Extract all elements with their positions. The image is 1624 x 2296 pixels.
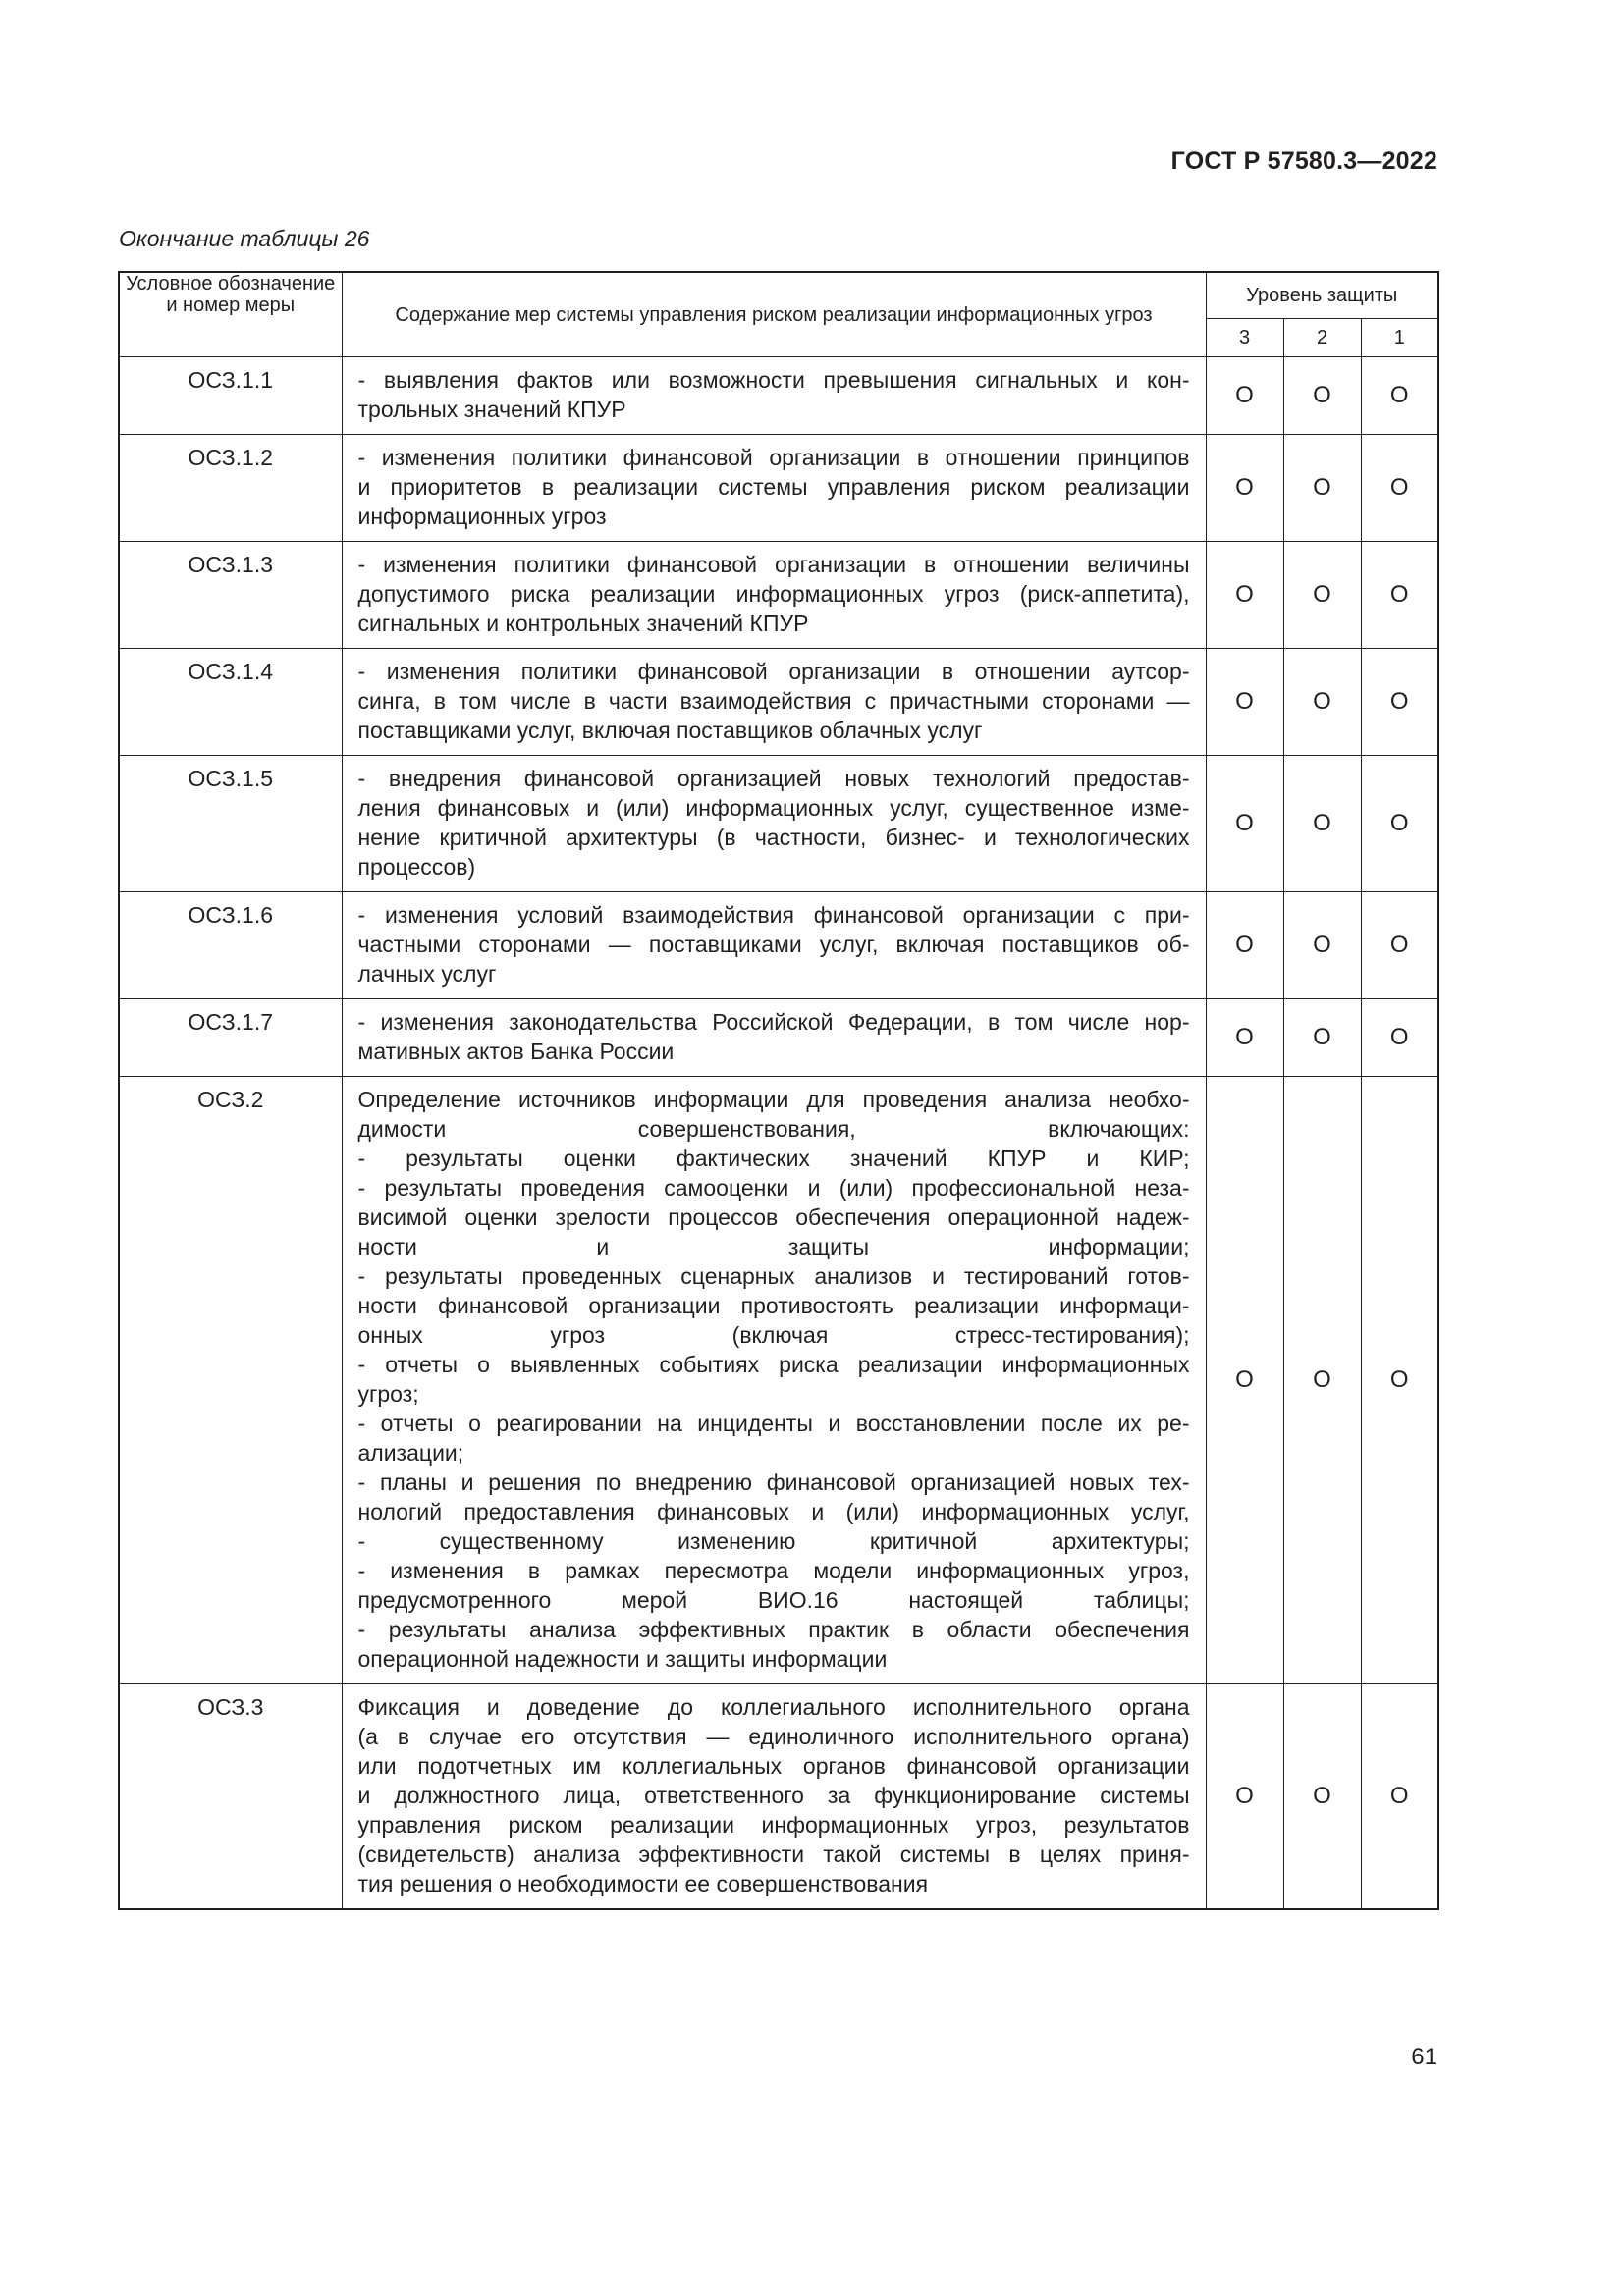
measure-text-line: управления риском реализации информационных угроз, результатов — [357, 1812, 1190, 1838]
level-1-mark: О — [1361, 435, 1438, 542]
measure-text-line: синга, в том числе в части взаимодействия с причастными сторонами — — [357, 688, 1190, 714]
measure-text-line: - изменения в рамках пересмотра модели информационных угроз, — [357, 1558, 1190, 1583]
measure-text-line: информационных угроз — [357, 504, 607, 529]
measure-content — [342, 756, 1206, 892]
table-row — [119, 435, 1438, 542]
measure-text-line: предусмотренного мерой ВИО.16 настоящей таблицы; — [357, 1587, 1190, 1613]
level-3-mark: О — [1206, 649, 1283, 756]
measure-text-line: димости совершенствования, включающих: — [357, 1116, 1190, 1142]
header-level-1: 1 — [1361, 319, 1438, 357]
measure-content — [342, 542, 1206, 649]
measure-text-line: сигнальных и контрольных значений КПУР — [357, 611, 809, 636]
measure-text-line: ления финансовых и (или) информационных услуг, существенное изме- — [357, 795, 1190, 821]
measure-code: ОСЗ.3 — [119, 1684, 342, 1910]
measure-code: ОСЗ.1.2 — [119, 435, 342, 542]
measure-text-line: нологий предоставления финансовых и (или) информационных услуг, — [357, 1499, 1190, 1524]
measure-text-line: (свидетельств) анализа эффективности такой системы в целях приня- — [357, 1842, 1190, 1867]
measure-text-line: ности финансовой организации противостоять реализации информаци- — [357, 1293, 1190, 1318]
measure-text-line: или подотчетных им коллегиальных органов финансовой организации — [357, 1753, 1190, 1779]
measure-text-line: - отчеты о выявленных событиях риска реализации информационных — [357, 1352, 1190, 1377]
level-1-mark: О — [1361, 1077, 1438, 1684]
measure-text-line: - изменения политики финансовой организации в отношении аутсор- — [357, 659, 1190, 684]
measure-text-line: - результаты проведенных сценарных анализов и тестирований готов- — [357, 1263, 1190, 1289]
measure-content — [342, 435, 1206, 542]
table-row — [119, 357, 1438, 435]
level-2-mark: О — [1283, 542, 1361, 649]
measure-text-line: Фиксация и доведение до коллегиального исполнительного органа — [357, 1694, 1190, 1720]
measure-text-line: висимой оценки зрелости процессов обеспечения операционной надеж- — [357, 1204, 1190, 1230]
measure-text-line: поставщиками услуг, включая поставщиков облачных услуг — [357, 718, 983, 743]
level-2-mark: О — [1283, 649, 1361, 756]
measure-content — [342, 999, 1206, 1077]
measure-code: ОСЗ.1.3 — [119, 542, 342, 649]
level-1-mark: О — [1361, 649, 1438, 756]
measure-content — [342, 1684, 1206, 1910]
table-row — [119, 542, 1438, 649]
level-1-mark: О — [1361, 999, 1438, 1077]
level-2-mark: О — [1283, 756, 1361, 892]
measure-text-line: - изменения политики финансовой организации в отношении величины — [357, 552, 1190, 577]
measure-text-line: - результаты анализа эффективных практик в области обеспечения — [357, 1617, 1190, 1642]
measure-text-line: Определение источников информации для проведения анализа необхо- — [357, 1087, 1190, 1112]
document-designation: ГОСТ Р 57580.3—2022 — [1170, 147, 1437, 175]
measure-code: ОСЗ.1.4 — [119, 649, 342, 756]
measure-text-line: - изменения политики финансовой организации в отношении принципов — [357, 445, 1190, 470]
header-code: Условное обозначение и номер меры — [119, 272, 342, 357]
measure-text-line: частными сторонами — поставщиками услуг, включая поставщиков об- — [357, 932, 1190, 957]
table-row — [119, 649, 1438, 756]
measure-text-line: - результаты оценки фактических значений КПУР и КИР; — [357, 1146, 1190, 1171]
table-row — [119, 999, 1438, 1077]
table-row — [119, 756, 1438, 892]
measure-text-line: - результаты проведения самооценки и (или) профессиональной неза- — [357, 1175, 1190, 1201]
measures-table — [118, 271, 1439, 1910]
level-3-mark: О — [1206, 542, 1283, 649]
header-level-2: 2 — [1283, 319, 1361, 357]
measure-text-line: - внедрения финансовой организацией новых технологий предостав- — [357, 766, 1190, 791]
measure-text-line: процессов) — [357, 854, 476, 880]
level-3-mark: О — [1206, 435, 1283, 542]
measure-content — [342, 649, 1206, 756]
measure-text-line: - отчеты о реагировании на инциденты и восстановлении после их ре- — [357, 1411, 1190, 1436]
table-caption: Окончание таблицы 26 — [119, 226, 370, 251]
measure-text-line: лачных услуг — [357, 961, 497, 987]
measure-text-line: - изменения законодательства Российской Федерации, в том числе нор- — [357, 1009, 1190, 1035]
table-body — [119, 357, 1438, 1910]
measure-code: ОСЗ.1.5 — [119, 756, 342, 892]
level-2-mark: О — [1283, 1684, 1361, 1910]
measure-code: ОСЗ.1.1 — [119, 357, 342, 435]
measure-content — [342, 357, 1206, 435]
measure-content — [342, 1077, 1206, 1684]
measure-text-line: угроз; — [357, 1381, 419, 1407]
measure-text-line: онных угроз (включая стресс-тестирования); — [357, 1322, 1190, 1348]
level-1-mark: О — [1361, 357, 1438, 435]
level-3-mark: О — [1206, 357, 1283, 435]
measure-code: ОСЗ.2 — [119, 1077, 342, 1684]
level-2-mark: О — [1283, 892, 1361, 999]
measure-text-line: ализации; — [357, 1440, 464, 1466]
level-1-mark: О — [1361, 756, 1438, 892]
level-2-mark: О — [1283, 1077, 1361, 1684]
measure-text-line: допустимого риска реализации информационных угроз (риск-аппетита), — [357, 581, 1190, 607]
measure-text-line: ности и защиты информации; — [357, 1234, 1190, 1259]
measure-text-line: мативных актов Банка России — [357, 1039, 675, 1064]
level-2-mark: О — [1283, 999, 1361, 1077]
measure-text-line: и приоритетов в реализации системы управления риском реализации — [357, 474, 1190, 500]
measure-text-line: - выявления фактов или возможности превышения сигнальных и кон- — [357, 367, 1190, 393]
measure-text-line: - планы и решения по внедрению финансовой организацией новых тех- — [357, 1469, 1190, 1495]
measure-code: ОСЗ.1.6 — [119, 892, 342, 999]
table-row — [119, 892, 1438, 999]
measure-text-line: и должностного лица, ответственного за функционирование системы — [357, 1783, 1190, 1808]
measure-code: ОСЗ.1.7 — [119, 999, 342, 1077]
header-content: Содержание мер системы управления риском реализации информационных угроз — [342, 272, 1206, 357]
table-row — [119, 1077, 1438, 1684]
measure-text-line: (а в случае его отсутствия — единоличного исполнительного органа) — [357, 1724, 1190, 1749]
table-row — [119, 1684, 1438, 1910]
level-3-mark: О — [1206, 892, 1283, 999]
level-3-mark: О — [1206, 1077, 1283, 1684]
level-3-mark: О — [1206, 756, 1283, 892]
level-1-mark: О — [1361, 542, 1438, 649]
measure-text-line: - изменения условий взаимодействия финансовой организации с при- — [357, 902, 1190, 928]
level-3-mark: О — [1206, 999, 1283, 1077]
page-number: 61 — [1411, 2044, 1437, 2070]
level-2-mark: О — [1283, 357, 1361, 435]
level-3-mark: О — [1206, 1684, 1283, 1910]
measure-text-line: нение критичной архитектуры (в частности, бизнес- и технологических — [357, 825, 1190, 850]
measure-content — [342, 892, 1206, 999]
measure-text-line: операционной надежности и защиты информации — [357, 1646, 888, 1672]
level-1-mark: О — [1361, 1684, 1438, 1910]
measure-text-line: - существенному изменению критичной архитектуры; — [357, 1528, 1190, 1554]
level-2-mark: О — [1283, 435, 1361, 542]
measure-text-line: тия решения о необходимости ее совершенствования — [357, 1871, 929, 1896]
header-protection-level: Уровень защиты — [1206, 272, 1438, 319]
level-1-mark: О — [1361, 892, 1438, 999]
header-level-3: 3 — [1206, 319, 1283, 357]
measure-text-line: трольных значений КПУР — [357, 397, 626, 422]
